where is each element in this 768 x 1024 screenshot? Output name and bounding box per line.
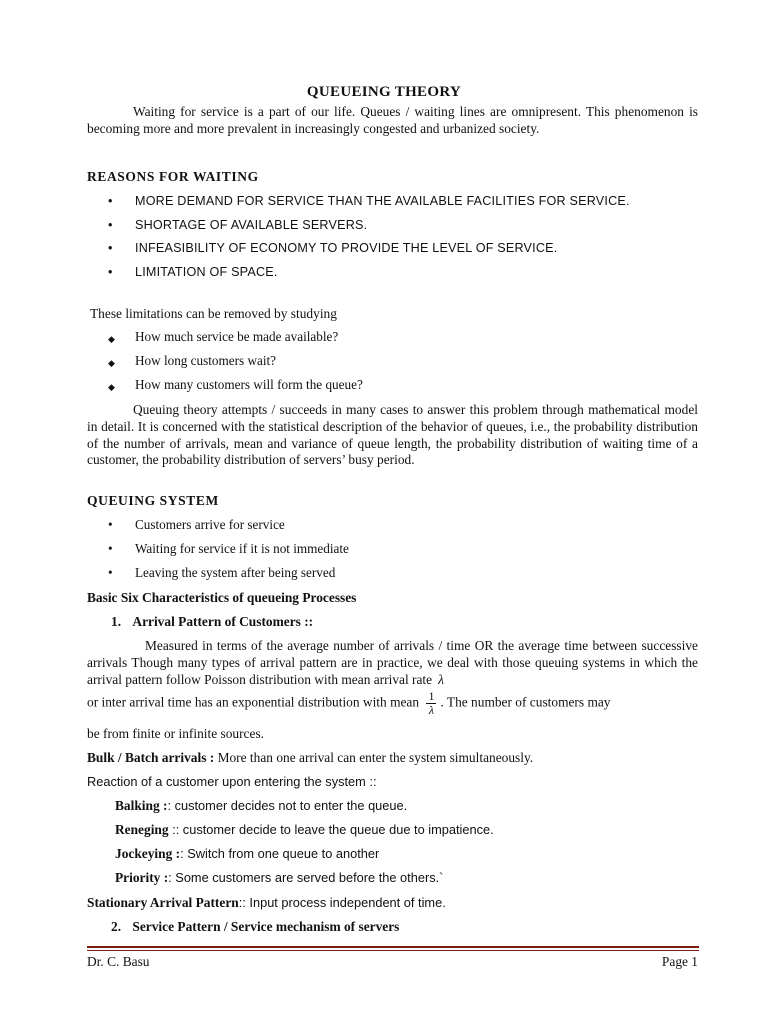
behaviour-priority: Priority :: Some customers are served before the others.` <box>115 870 444 885</box>
limitations-item: ◆ How much service be made available? <box>108 329 698 346</box>
footer-rule <box>87 946 699 948</box>
system-item: • Waiting for service if it is not immediate <box>108 541 349 557</box>
stationary-line: Stationary Arrival Pattern:: Input process independent of time. <box>87 895 446 910</box>
reasons-heading: REASONS FOR WAITING <box>87 169 259 184</box>
system-item: • Customers arrive for service <box>108 517 285 532</box>
mean-fraction: $\frac{1}{\lambda}$ <box>428 689 435 717</box>
stationary-label: Stationary Arrival Pattern <box>87 895 239 910</box>
behaviour-balking: Balking :: customer decides not to enter the queue. <box>115 798 408 813</box>
lambda-symbol: λ <box>438 671 444 687</box>
diamond-bullet-icon: ◆ <box>108 334 115 344</box>
bullet-icon: • <box>108 241 113 256</box>
system-list <box>108 517 698 582</box>
section-number: 1. <box>111 614 122 629</box>
diamond-bullet-icon: ◆ <box>108 382 115 393</box>
bullet-icon: • <box>108 541 113 557</box>
section-title: Service Pattern / Service mechanism of servers <box>132 919 400 934</box>
intro-paragraph: Waiting for service is a part of our life. Queues / waiting lines are omnipresent. This phenomenon is becoming more and more prevalent in increasingly congested and urbanized society. <box>87 104 698 136</box>
arrival-line-2: or inter arrival time has an exponential distribution with mean $\frac{1}{\lambda}$ . The number of customers may <box>87 689 611 717</box>
section-title: Arrival Pattern of Customers :: <box>132 614 314 629</box>
arrival-heading <box>111 614 313 630</box>
bullet-icon: • <box>108 194 113 208</box>
queuing-paragraph: Queuing theory attempts / succeeds in many cases to answer this problem through mathematical model in detail. It is concerned with the statistical description of the behavior of queues, i.e., the probability distribution of the number of arrivals, mean and variance of queue length, the probability distribution of waiting time of a customer, the probability distribution of servers’ busy period. <box>87 402 698 468</box>
arrival-paragraph: Measured in terms of the average number of arrivals / time OR the average time between successive arrivals Though many types of arrival pattern are in practice, we deal with those queuing systems in which the arrival pattern follow Poisson distribution with mean arrival rate λ <box>87 638 698 687</box>
page-title: QUEUEING THEORY <box>306 84 462 100</box>
behaviour-reneging: Reneging :: customer decide to leave the queue due to impatience. <box>115 822 494 837</box>
limitations-item: ◆ How many customers will form the queue? <box>108 377 698 394</box>
bullet-icon: • <box>108 517 113 532</box>
behaviour-jockeying: Jockeying :: Switch from one queue to another <box>115 846 380 861</box>
reasons-item: • SHORTAGE OF AVAILABLE SERVERS. <box>108 217 368 232</box>
reasons-item: • MORE DEMAND FOR SERVICE THAN THE AVAILABLE FACILITIES FOR SERVICE. <box>108 194 630 208</box>
reasons-list <box>108 193 698 280</box>
footer-page-number: Page 1 <box>661 954 698 969</box>
bullet-icon: • <box>108 217 113 232</box>
reasons-item: • LIMITATION OF SPACE. <box>108 264 278 279</box>
footer-author: Dr. C. Basu <box>87 954 150 969</box>
system-item: • Leaving the system after being served <box>108 565 336 581</box>
service-heading <box>111 919 399 935</box>
reaction-line: Reaction of a customer upon entering the system :: <box>87 774 377 789</box>
limitations-text: These limitations can be removed by studying <box>90 306 337 321</box>
diamond-bullet-icon: ◆ <box>108 358 115 369</box>
limitations-item: ◆ How long customers wait? <box>108 353 698 370</box>
queuing-system-heading: QUEUING SYSTEM <box>87 493 219 508</box>
bullet-icon: • <box>108 264 113 279</box>
bullet-icon: • <box>108 565 113 581</box>
reasons-item: • INFEASIBILITY OF ECONOMY TO PROVIDE THE LEVEL OF SERVICE. <box>108 241 558 256</box>
section-number: 2. <box>111 919 122 934</box>
characteristics-heading: Basic Six Characteristics of queueing Processes <box>87 590 357 605</box>
footer-rule-thin <box>87 950 699 951</box>
limitations-list <box>108 329 698 394</box>
bulk-label: Bulk / Batch arrivals : <box>87 750 215 765</box>
bulk-arrivals-line: Bulk / Batch arrivals : More than one arrival can enter the system simultaneously. <box>87 750 534 765</box>
arrival-line-3: be from finite or infinite sources. <box>87 726 265 741</box>
